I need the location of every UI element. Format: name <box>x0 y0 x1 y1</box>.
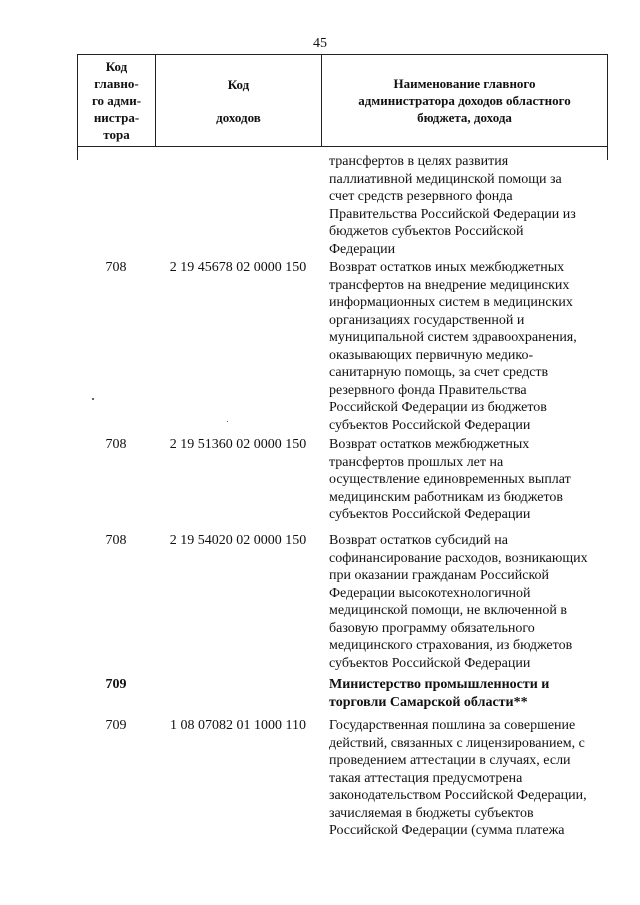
page-number: 45 <box>313 36 327 51</box>
scan-speck <box>227 421 228 422</box>
row-admin-code: 708 <box>105 437 127 452</box>
table-header <box>77 54 608 147</box>
row-income-code: 2 19 54020 02 0000 150 <box>169 533 307 548</box>
header-income-code-line2: доходов <box>216 109 261 125</box>
header-income-code <box>156 55 322 146</box>
scan-speck <box>92 398 94 400</box>
row-name: Министерство промышленности и торговли Самарской области** <box>329 677 550 710</box>
row-income-code: 2 19 45678 02 0000 150 <box>169 260 307 275</box>
row-admin-code: 709 <box>105 718 127 733</box>
row-income-code: 2 19 51360 02 0000 150 <box>169 437 307 452</box>
column-divider-left <box>77 147 78 160</box>
header-admin-code-label: Код главно- го адми- нистра- тора <box>91 59 142 142</box>
row-admin-code: 708 <box>105 260 127 275</box>
header-income-code-line1: Код <box>227 76 250 92</box>
row-name: Возврат остатков иных межбюджетных трансфертов на внедрение медицинских информационных систем в медицинских организациях государственной и муниципальной систем здравоохранения, оказывающих первичную медико- санитарную помощь, за счет средств резервного фонда Правительства Российской Федерации из бюджетов субъектов Российской Федерации <box>329 260 577 433</box>
header-name-label: Наименование главного администратора доходов областного бюджета, дохода <box>358 76 571 125</box>
row-admin-code: 708 <box>105 533 127 548</box>
row-name: трансфертов в целях развития паллиативной медицинской помощи за счет средств резервного фонда Правительства Российской Федерации из бюджетов субъектов Российской Федерации <box>329 154 576 257</box>
row-name: Возврат остатков межбюджетных трансфертов прошлых лет на осуществление единовременных выплат медицинским работникам из бюджетов субъектов Российской Федерации <box>329 437 571 522</box>
header-admin-code <box>78 55 156 146</box>
row-name: Государственная пошлина за совершение действий, связанных с лицензированием, с проведением аттестации в случаях, если такая аттестация предусмотрена законодательством Российской Федерации, зачисляемая в бюджеты субъектов Российской Федерации (сумма платежа <box>329 718 587 838</box>
row-admin-code: 709 <box>105 677 127 692</box>
header-name <box>322 55 607 146</box>
row-income-code: 1 08 07082 01 1000 110 <box>170 718 306 733</box>
row-name: Возврат остатков субсидий на софинансирование расходов, возникающих при оказании гражданам Российской Федерации высокотехнологичной медицинской помощи, не включенной в базовую программу обязательного медицинского страхования, из бюджетов субъектов Российской Федерации <box>329 533 588 671</box>
